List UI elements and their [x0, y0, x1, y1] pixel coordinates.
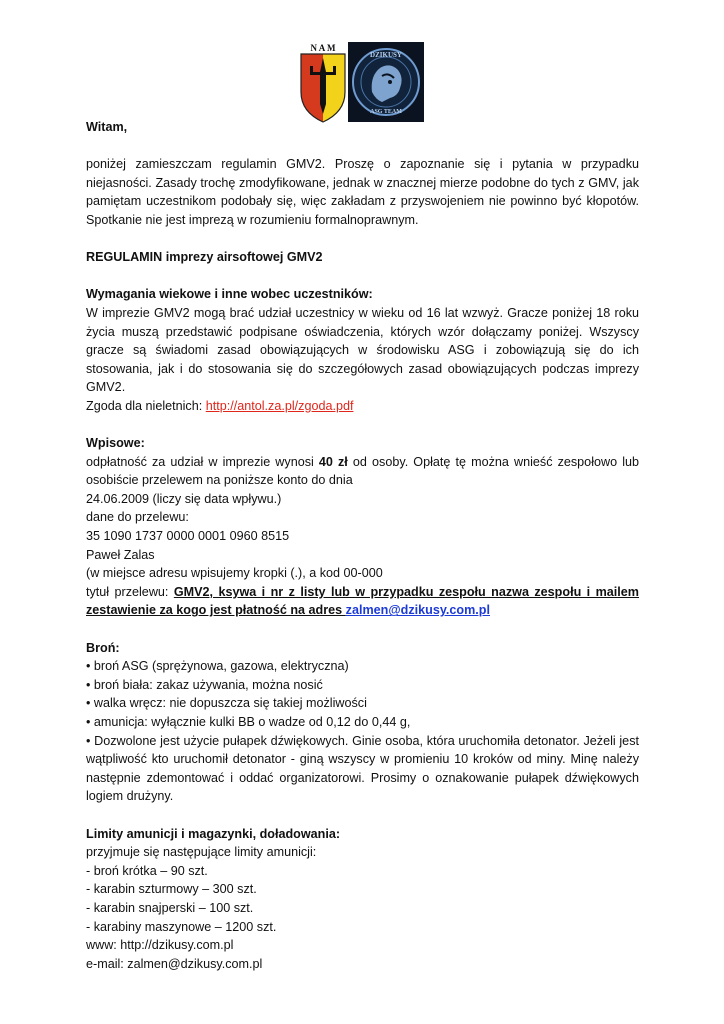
age-paragraph: W imprezie GMV2 mogą brać udział uczestnicy w wieku od 16 lat wzwyż. Gracze poniżej 18 roku życia muszą przedstawić podpisane oświadczenia, których wzór dołączamy poniżej. Wszyscy gracze są świadomi zasad obowiązujących w środowisku ASG i zobowiązują się do ich stosowania, jak i do stosowania się do szczegółowych zasad obowiązujących podczas imprezy GMV2. [86, 305, 639, 395]
ammo-item: - karabin snajperski – 100 szt. [86, 900, 254, 915]
traps-paragraph: • Dozwolone jest użycie pułapek dźwiękowych. Ginie osoba, która uruchomiła detonator. Jeżeli jest wątpliwość kto uruchomił detonator - giną wszyscy w promieniu 10 kroków od miny. Minę należy następnie zdemontować i oddać organizatorowi. Prosimy o oznakowanie pułapek dźwiękowych logiem drużyny. [86, 733, 639, 804]
ammo-item: - karabiny maszynowe – 1200 szt. [86, 919, 277, 934]
weapons-item: • walka wręcz: nie dopuszcza się takiej możliwości [86, 696, 367, 711]
consent-link[interactable]: http://antol.za.pl/zgoda.pdf [205, 398, 354, 413]
age-heading: Wymagania wiekowe i inne wobec uczestników: [86, 287, 373, 302]
ammo-item: - karabin szturmowy – 300 szt. [86, 882, 257, 897]
consent-label: Zgoda dla nieletnich: [86, 398, 206, 413]
dzikusy-team-logo [348, 42, 424, 122]
dzikusy-logo-top-text: DZIKUSY [370, 51, 402, 59]
transfer-title-label: tytuł przelewu: [86, 584, 174, 599]
weapons-item: • broń biała: zakaz używania, można nosić [86, 677, 323, 692]
fee-text-b: od osoby. Opłatę tę można wnieść zespołowo lub osobiście przelewem na poniższe konto do dnia [86, 454, 639, 488]
fee-paragraph [86, 453, 639, 490]
nam-shield-logo [298, 42, 348, 124]
contact-email: e-mail: zalmen@dzikusy.com.pl [86, 956, 263, 971]
dzikusy-logo-bottom-text: ASG TEAM [370, 109, 402, 115]
recipient-name: Paweł Zalas [86, 547, 155, 562]
consent-line [86, 397, 639, 416]
ammo-intro: przyjmuje się następujące limity amunicji: [86, 845, 317, 860]
ammo-heading: Limity amunicji i magazynki, doładowania: [86, 826, 341, 841]
intro-paragraph: poniżej zamieszczam regulamin GMV2. Proszę o zapoznanie się i pytania w przypadku niejasności. Zasady trochę zmodyfikowane, jednak w znacznej mierze podobne do tych z GMV, jak pamiętam uczestnikom podobały się, więc zakładam z przyswojeniem nie powinno być kłopotów. Spotkanie nie jest imprezą w rozumieniu formalnoprawnym. [86, 157, 639, 227]
weapons-item: • broń ASG (sprężynowa, gazowa, elektryczna) [86, 659, 349, 674]
document-title: REGULAMIN imprezy airsoftowej GMV2 [86, 250, 323, 265]
nam-logo-text: N A M [310, 43, 336, 53]
ammo-item: - broń krótka – 90 szt. [86, 863, 208, 878]
document-body [86, 118, 639, 973]
fee-date: 24.06.2009 (liczy się data wpływu.) [86, 491, 282, 506]
greeting: Witam, [86, 120, 128, 134]
transfer-title-value: GMV2, ksywa i nr z listy lub w przypadku zespołu nazwa zespołu i mailem zestawienie za kogo jest płatność na adres [86, 584, 639, 618]
fee-text-a: odpłatność za udział w imprezie wynosi [86, 454, 319, 469]
weapons-heading: Broń: [86, 640, 120, 655]
fee-heading: Wpisowe: [86, 436, 145, 451]
transfer-label: dane do przelewu: [86, 510, 189, 525]
transfer-title [86, 583, 639, 620]
fee-amount: 40 zł [318, 454, 348, 469]
transfer-email-link[interactable]: zalmen@dzikusy.com.pl [345, 603, 490, 618]
account-number: 35 1090 1737 0000 0001 0960 8515 [86, 529, 290, 544]
address-note: (w miejsce adresu wpisujemy kropki (.), a kod 00-000 [86, 566, 383, 581]
weapons-item: • amunicja: wyłącznie kulki BB o wadze od 0,12 do 0,44 g, [86, 715, 411, 729]
logo-header [298, 42, 428, 124]
contact-www: www: http://dzikusy.com.pl [86, 938, 234, 953]
